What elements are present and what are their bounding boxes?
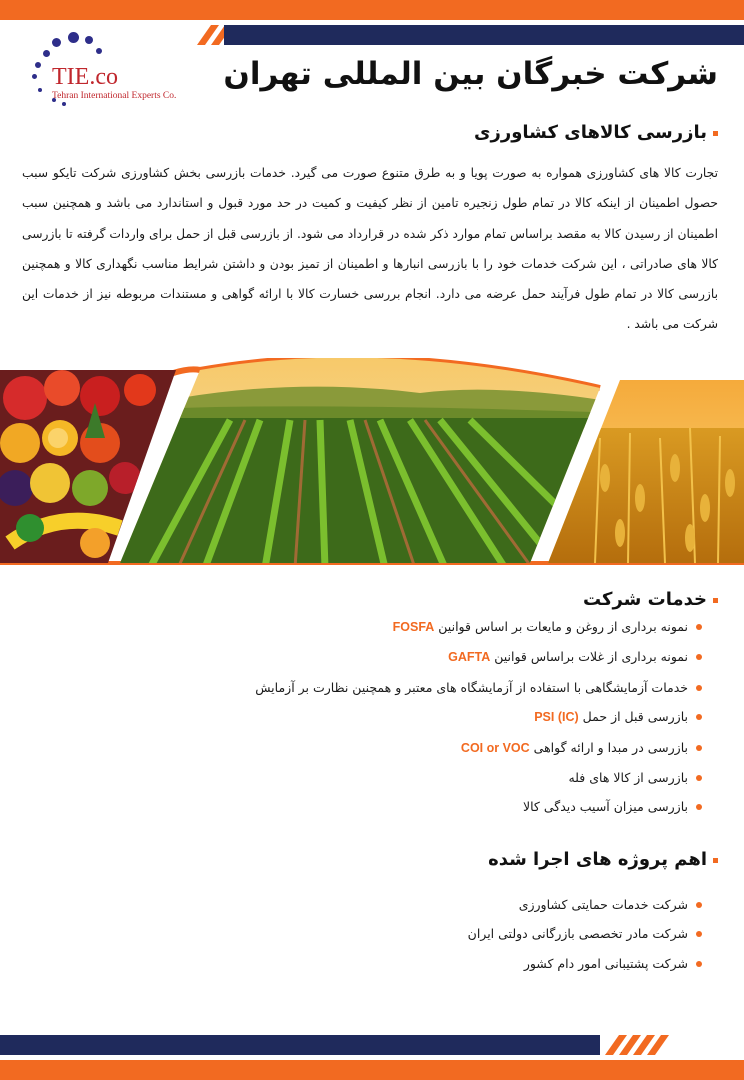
lettuce-field-photo <box>100 358 620 568</box>
service-highlight: GAFTA <box>448 650 491 665</box>
section-title-text: بازرسی کالاهای کشاورزی <box>473 122 707 143</box>
bottom-stripes-decoration <box>608 1035 668 1055</box>
section-title-projects <box>488 849 718 870</box>
service-highlight: (IC) PSI <box>534 710 579 725</box>
intro-paragraph: تجارت کالا های کشاورزی همواره به صورت پویا و به طرق متنوع صورت می گیرد. خدمات بازرسی بخش کشاورزی شرکت تایکو سبب حصول اطمینان از اینکه کالا در تمام طول زنجیره تامین از نظر کیفیت و کمیت در حد مورد قبول و استاندارد می باشد و همچنین سبب اطمینان از رسیدن کالا به مقصد براساس تمام موارد ذکر شده در قرارداد می شود. از بازرسی قبل از حمل برای واردات گرفته تا بازرسی کالا های صادراتی ، این شرکت خدمات خود را با بازرسی انبارها و اطمینان از تمیز بودن و داشتن شرایط مناسب نگهداری کالا و همچنین بازرسی کالا در تمام طول فرآیند حمل عرضه می دارد. انجام بررسی خسارت کالا با ارائه گواهی و مستندات مربوطه نیز از خدمات این شرکت می باشد . <box>22 166 718 332</box>
page-title: شرکت خبرگان بین المللی تهران <box>223 56 718 92</box>
list-item <box>255 673 704 702</box>
list-item <box>255 792 704 821</box>
company-logo <box>22 30 197 110</box>
service-text: بازرسی میزان آسیب دیدگی کالا <box>522 799 688 815</box>
service-text: بازرسی از کالا های فله <box>568 770 688 786</box>
top-navy-band <box>224 25 744 45</box>
section-title-text: اهم پروژه های اجرا شده <box>488 849 707 870</box>
section-title-agri-inspection <box>474 122 718 143</box>
projects-list <box>468 890 704 978</box>
services-list <box>255 612 704 822</box>
service-text: بازرسی در مبدا و ارائه گواهی <box>533 739 688 755</box>
section-title-services <box>583 589 718 610</box>
section-marker-icon <box>713 131 718 136</box>
list-item <box>255 702 704 732</box>
bottom-orange-band <box>0 1060 744 1080</box>
list-item <box>255 733 704 763</box>
service-text: خدمات آزمایشگاهی با استفاده از آزمایشگاه های معتبر و همچنین نظارت بر آزمایش <box>255 679 688 695</box>
list-item <box>255 612 704 642</box>
list-item: شرکت خدمات حمایتی کشاورزی <box>468 890 704 919</box>
list-item: شرکت مادر تخصصی بازرگانی دولتی ایران <box>468 919 704 948</box>
section-marker-icon <box>713 858 718 863</box>
service-highlight: FOSFA <box>392 620 435 634</box>
service-text: نمونه برداری از غلات براساس قوانین <box>494 649 688 665</box>
list-item <box>255 763 704 792</box>
section-title-text: خدمات شرکت <box>582 589 707 610</box>
bottom-navy-band <box>0 1035 600 1055</box>
service-text: بازرسی قبل از حمل <box>582 709 688 725</box>
service-text: نمونه برداری از روغن و مایعات بر اساس قوانین <box>438 619 688 634</box>
logo-subtitle: Tehran International Experts Co. <box>52 91 177 101</box>
list-item <box>255 642 704 672</box>
logo-text: TIE.co <box>52 64 118 90</box>
service-highlight: COI or VOC <box>460 740 530 755</box>
list-item: شرکت پشتیبانی امور دام کشور <box>468 949 704 978</box>
section-marker-icon <box>713 598 718 603</box>
photo-strip <box>0 358 744 568</box>
top-orange-band <box>0 0 744 20</box>
